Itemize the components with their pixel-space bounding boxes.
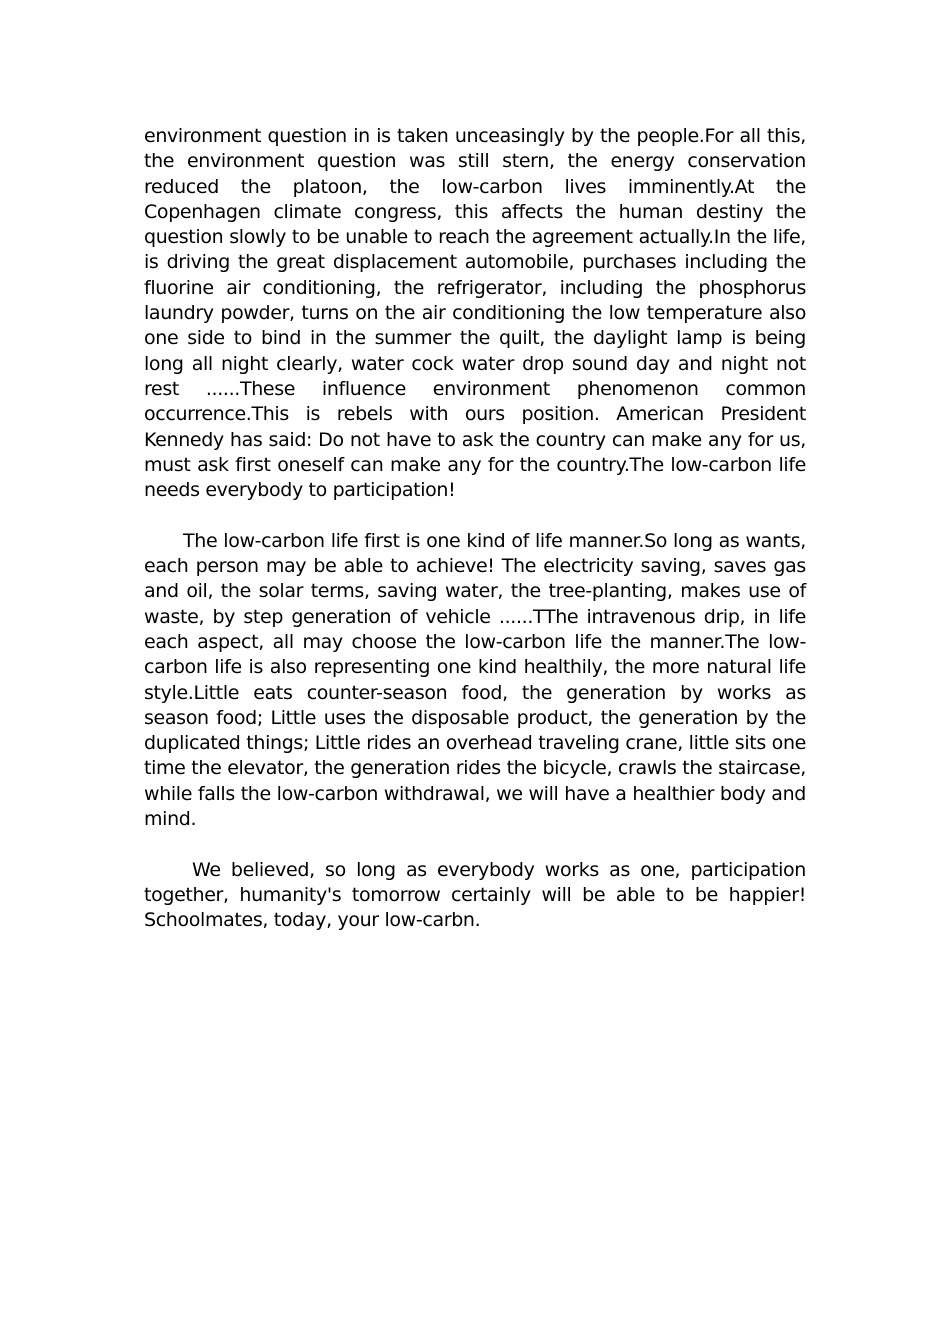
paragraph-1: environment question in is taken unceasingly by the people.For all this, the environment question was still stern, the energy conservation reduced the platoon, the low-carbon lives imminently.At the Copenhagen climate congress, this affects the human destiny the question slowly to be unable to reach the agreement actually.In the life, is driving the great displacement automobile, purchases including the fluorine air conditioning, the refrigerator, including the phosphorus laundry powder, turns on the air conditioning the low temperature also one side to bind in the summer the quilt, the daylight lamp is being long all night clearly, water cock water drop sound day and night not rest ......These influence environment phenomenon common occurrence.This is rebels with ours position. American President Kennedy has said: Do not have to ask the country can make any for us, must ask first oneself can make any for the country.The low-carbon life needs everybody to participation! [144,125,806,502]
document-body [144,124,806,934]
paragraph-3: We believed, so long as everybody works as one, participation together, humanity's tomorrow certainly will be able to be happier! Schoolmates, today, your low-carbn. [144,858,806,932]
paragraph-2: The low-carbon life first is one kind of life manner.So long as wants, each person may be able to achieve! The electricity saving, saves gas and oil, the solar terms, saving water, the tree-planting, makes use of waste, by step generation of vehicle ......TThe intravenous drip, in life each aspect, all may choose the low-carbon life the manner.The low-carbon life is also representing one kind healthily, the more natural life style.Little eats counter-season food, the generation by works as season food; Little uses the disposable product, the generation by the duplicated things; Little rides an overhead traveling crane, little sits one time the elevator, the generation rides the bicycle, crawls the staircase, while falls the low-carbon withdrawal, we will have a healthier body and mind. [144,529,806,831]
